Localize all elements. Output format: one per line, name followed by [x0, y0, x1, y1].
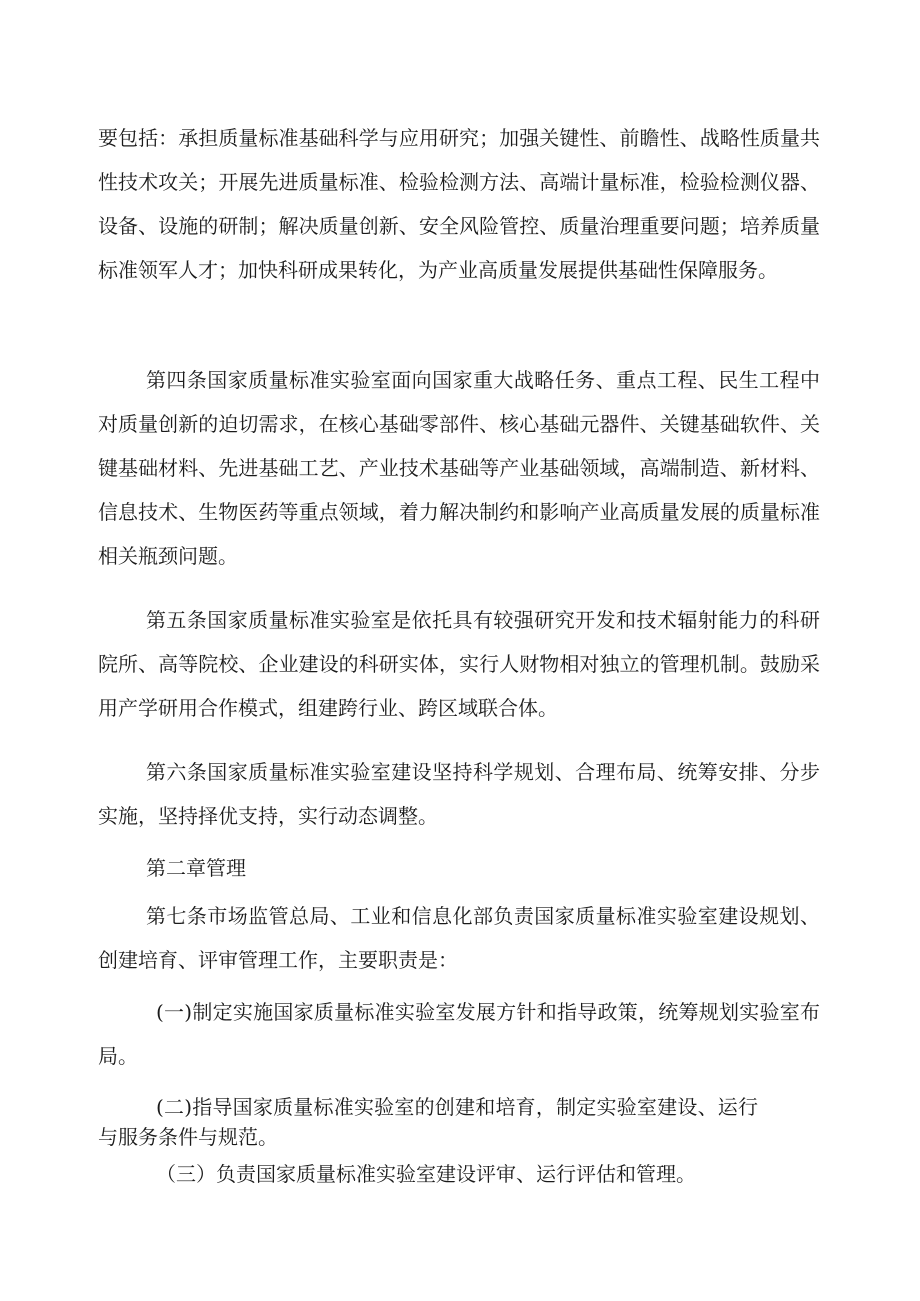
chapter-heading: 第二章管理: [146, 856, 246, 880]
list-item-2: (二)指导国家质量标准实验室的创建和培育，制定实验室建设、运行与服务条件与规范。: [98, 1095, 758, 1149]
list-item-3: （三）负责国家质量标准实验室建设评审、运行评估和管理。: [156, 1162, 696, 1186]
paragraph-article-6: 第六条国家质量标准实验室建设坚持科学规划、合理布局、统筹安排、分步实施，坚持择优支持，实行动态调整。: [98, 760, 820, 828]
paragraph-article-5: 第五条国家质量标准实验室是依托具有较强研究开发和技术辐射能力的科研院所、高等院校、企业建设的科研实体，实行人财物相对独立的管理机制。鼓励采用产学研用合作模式，组建跨行业、跨区域联合体。: [98, 608, 820, 720]
paragraph-continuation: 要包括：承担质量标准基础科学与应用研究；加强关键性、前瞻性、战略性质量共性技术攻关；开展先进质量标准、检验检测方法、高端计量标准，检验检测仪器、设备、设施的研制；解决质量创新、安全风险管控、质量治理重要问题；培养质量标准领军人才；加快科研成果转化，为产业高质量发展提供基础性保障服务。: [98, 126, 820, 282]
paragraph-article-7: 第七条市场监管总局、工业和信息化部负责国家质量标准实验室建设规划、创建培育、评审管理工作，主要职责是：: [98, 904, 820, 972]
paragraph-article-4: 第四条国家质量标准实验室面向国家重大战略任务、重点工程、民生工程中对质量创新的迫切需求，在核心基础零部件、核心基础元器件、关键基础软件、关键基础材料、先进基础工艺、产业技术基础等产业基础领域，高端制造、新材料、信息技术、生物医药等重点领域，着力解决制约和影响产业高质量发展的质量标准相关瓶颈问题。: [98, 368, 820, 568]
list-item-1: (一)制定实施国家质量标准实验室发展方针和指导政策，统筹规划实验室布局。: [98, 1000, 820, 1068]
